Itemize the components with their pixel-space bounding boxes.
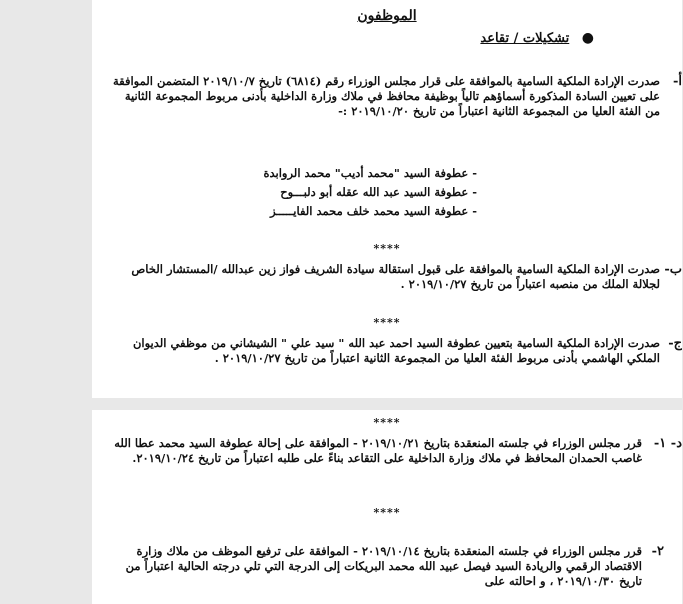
section-heading xyxy=(294,30,594,46)
separator: **** xyxy=(373,506,401,519)
paragraph-d1-text: قرر مجلس الوزراء في جلسته المنعقدة بتاريخ ٢٠١٩/١٠/٢١ - الموافقة على إحالة عطوفة السيد محمد عطا الله غاصب الحمدان المحافظ في ملاك وزارة الداخلية على التقاعد بناءً على طلبه اعتباراً من تاريخ ٢٠١٩/١٠/٢٤. xyxy=(114,436,642,465)
paragraph-d1-label: د- ١- xyxy=(653,436,682,451)
paragraph-b xyxy=(92,262,682,292)
bullet-icon: ● xyxy=(581,30,594,46)
document-page-2 xyxy=(92,410,682,604)
separator: **** xyxy=(373,242,401,255)
section-heading-text: تشكيلات / تقاعد xyxy=(480,31,570,46)
paragraph-b-text: صدرت الإرادة الملكية السامية بالموافقة على قبول استقالة سيادة الشريف فواز زين عبدالله /المستشار الخاص لجلالة الملك من منصبه اعتباراً من تاريخ ٢٠١٩/١٠/٢٧ . xyxy=(131,262,660,291)
list-item: - عطوفة السيد محمد خلف محمد الفايـــــز xyxy=(270,204,477,218)
paragraph-d2-text: قرر مجلس الوزراء في جلسته المنعقدة بتاريخ ٢٠١٩/١٠/١٤ - الموافقة على ترفيع الموظف من ملاك وزارة الاقتصاد الرقمي والريادة السيد فيصل عبيد الله محمد البريكات إلى الدرجة التي تلي درجته الحالية اعتباراً من تاريخ ٢٠١٩/١٠/٣٠ ، و احالته على xyxy=(125,544,642,588)
paragraph-c-text: صدرت الإرادة الملكية السامية بتعيين عطوفة السيد احمد عبد الله " سيد علي " الشيشاني من موظفي الديوان الملكي الهاشمي بأدنى مربوط الفئة العليا من المجموعة الثانية اعتباراً من تاريخ ٢٠١٩/١٠/٢٧ . xyxy=(132,336,660,365)
paragraph-d1 xyxy=(92,436,682,466)
paragraph-d2 xyxy=(92,544,682,589)
page-title: الموظفون xyxy=(357,8,417,24)
paragraph-c-label: ج- xyxy=(668,336,682,351)
separator: **** xyxy=(373,416,401,429)
document-page-1 xyxy=(92,0,682,398)
list-item: - عطوفة السيد عبد الله عقله أبو دلبـــوح xyxy=(280,185,477,199)
appointee-list xyxy=(92,164,682,221)
list-item: - عطوفة السيد "محمد أديب" محمد الروابدة xyxy=(263,166,477,180)
paragraph-c xyxy=(92,336,682,366)
paragraph-a-label: أ- xyxy=(672,74,682,89)
paragraph-b-label: ب- xyxy=(664,262,682,277)
paragraph-a-text: صدرت الإرادة الملكية السامية بالموافقة على قرار مجلس الوزراء رقم (٦٨١٤) تاريخ ٢٠١٩/١٠/٧ المتضمن الموافقة على تعيين السادة المذكورة أسماؤهم تالياً بوظيفة محافظ في ملاك وزارة الداخلية بأدنى مربوط المجموعة الثانية من الفئة العليا من المجموعة الثانية اعتباراً من تاريخ ٢٠١٩/١٠/٢٠ :- xyxy=(112,74,660,118)
separator: **** xyxy=(373,316,401,329)
paragraph-d2-label: ٢- xyxy=(651,544,664,559)
paragraph-a xyxy=(92,74,682,119)
